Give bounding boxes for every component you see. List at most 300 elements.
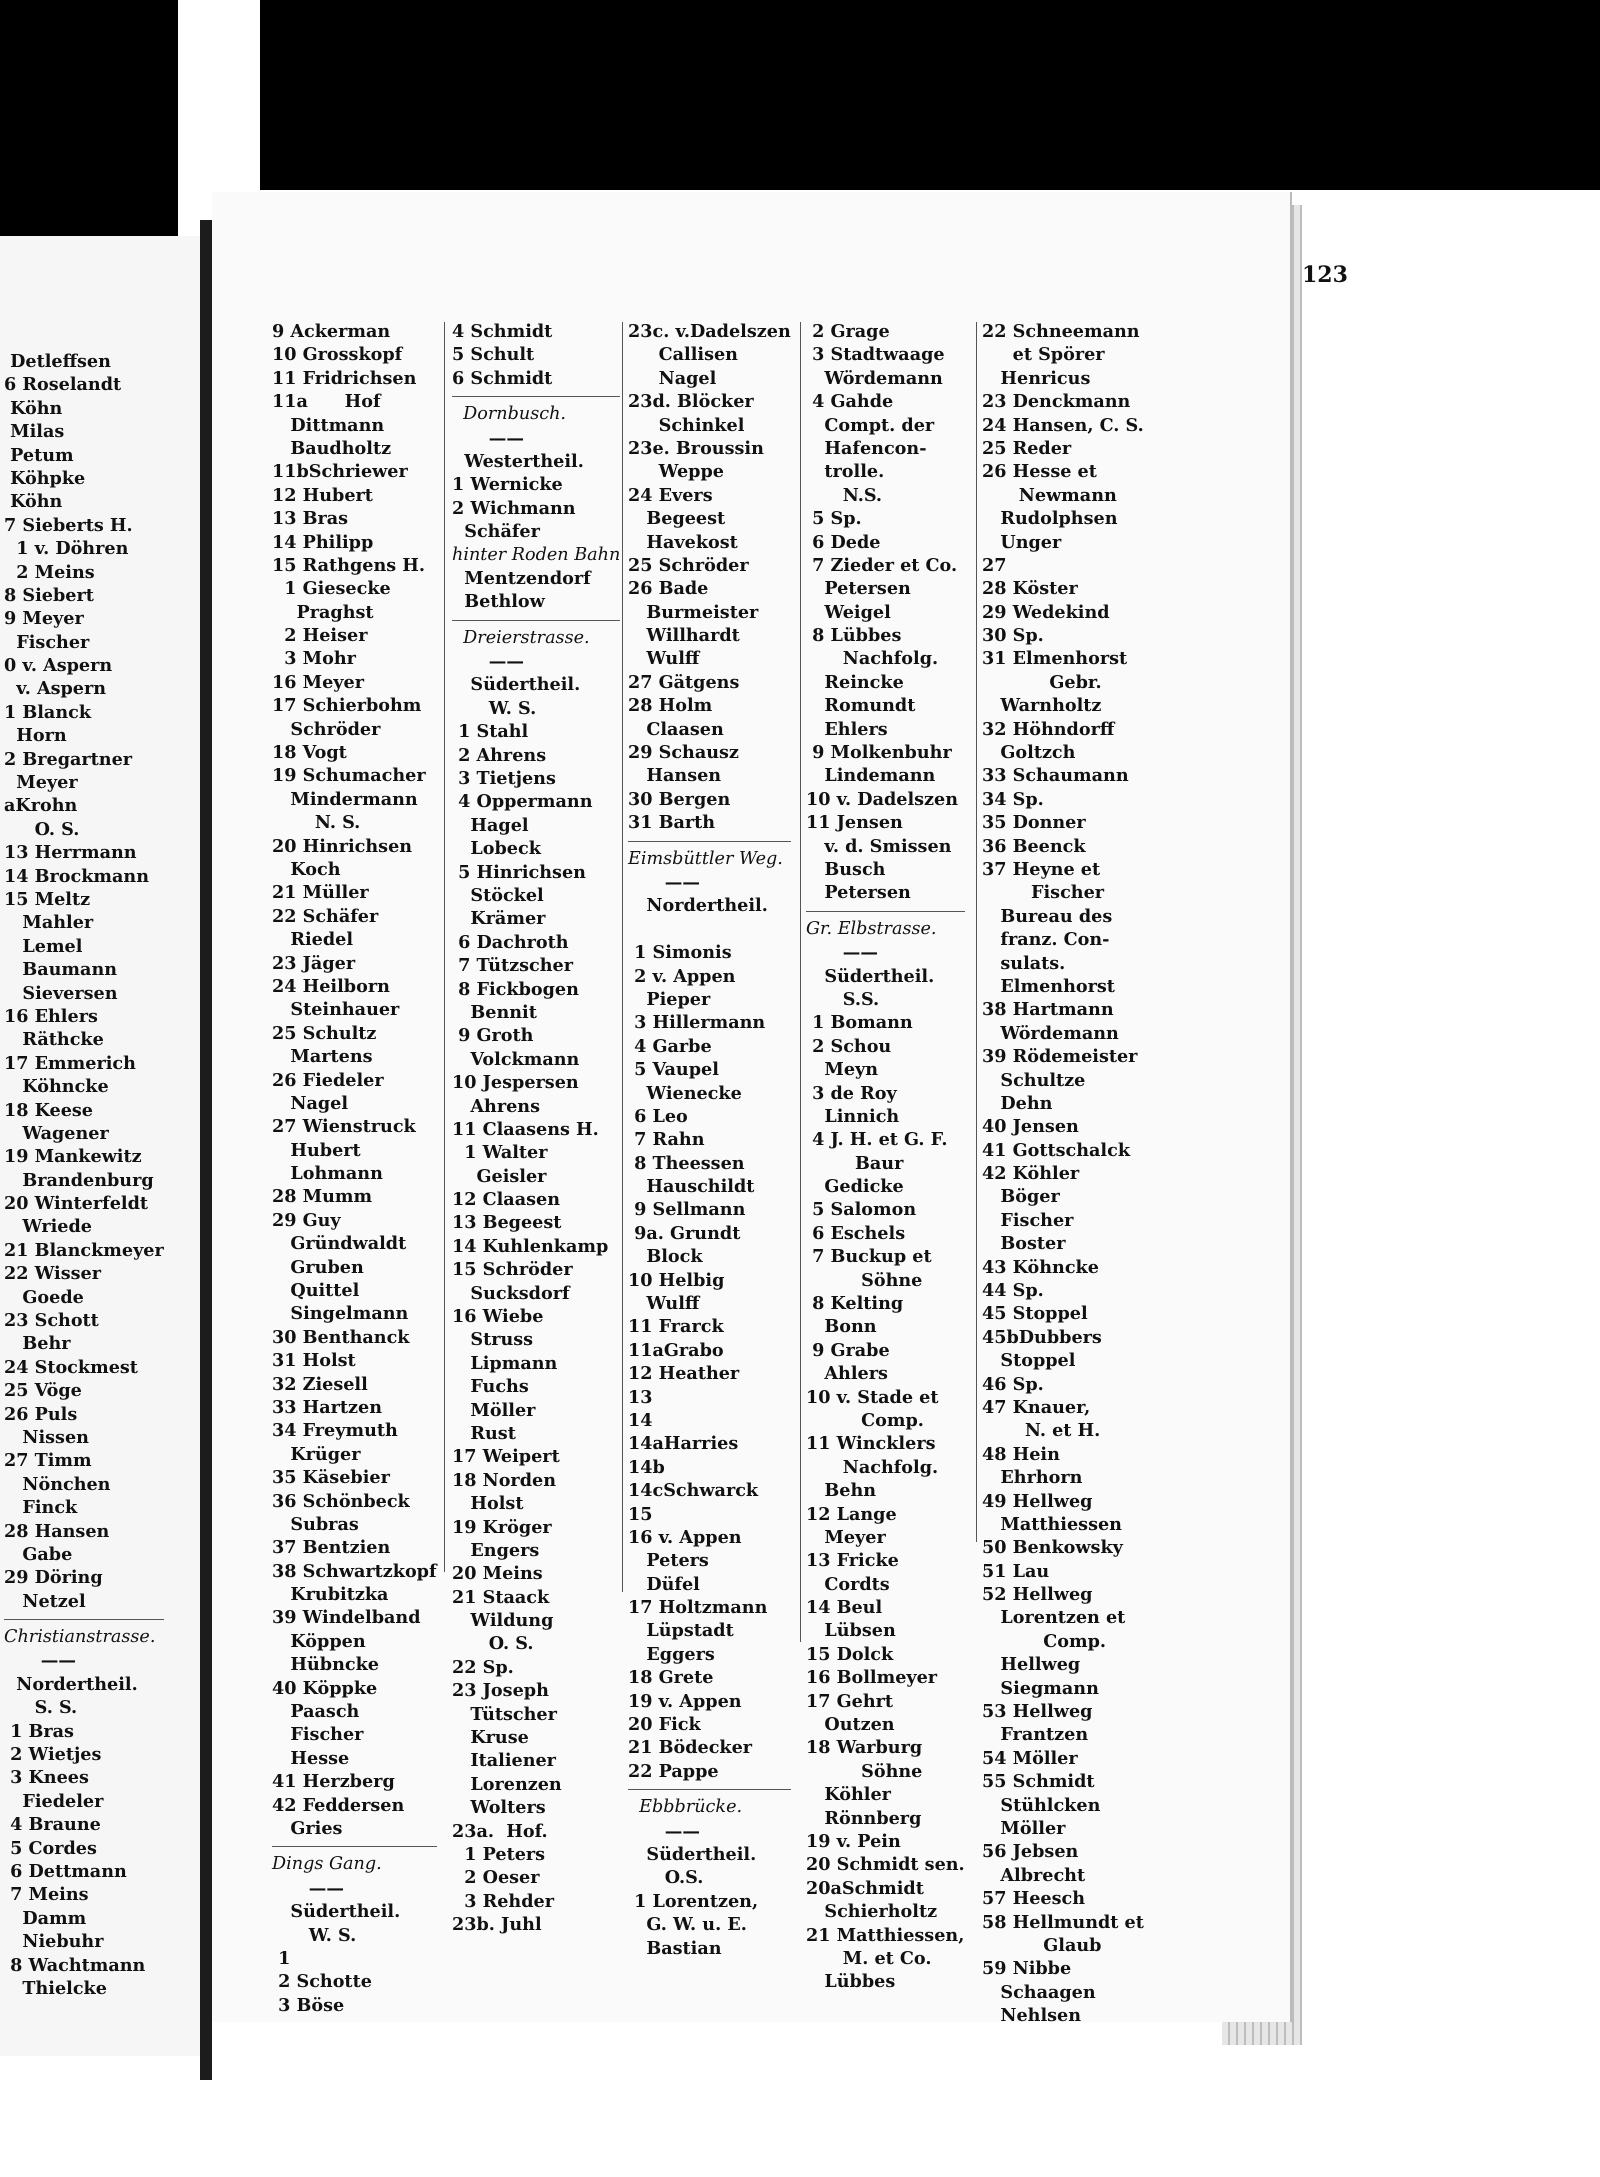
directory-entry: 36 Schönbeck	[272, 1490, 410, 1512]
directory-entry: Köhpke	[4, 467, 86, 489]
directory-entry: Nönchen	[4, 1473, 111, 1495]
directory-entry: 3 Stadtwaage	[806, 344, 945, 366]
directory-entry: Lipmann	[452, 1352, 558, 1374]
directory-entry: Südertheil.	[452, 674, 581, 696]
directory-entry: 2 Wietjes	[4, 1744, 102, 1766]
directory-entry: 22 Schäfer	[272, 905, 379, 927]
directory-entry: 24 Heilborn	[272, 975, 390, 997]
directory-entry: 21 Staack	[452, 1586, 550, 1608]
directory-entry: Krüger	[272, 1443, 361, 1465]
book-spine	[200, 220, 212, 2080]
directory-entry: Ehrhorn	[982, 1467, 1083, 1489]
directory-entry: Wildung	[452, 1610, 554, 1632]
directory-entry: 19 Mankewitz	[4, 1146, 142, 1168]
directory-entry: Eggers	[628, 1643, 715, 1665]
directory-entry: 50 Benkowsky	[982, 1537, 1123, 1559]
directory-entry: 38 Hartmann	[982, 999, 1114, 1021]
directory-entry: 29 Döring	[4, 1567, 103, 1589]
directory-entry: 28 Holm	[628, 695, 713, 717]
directory-entry: Willhardt	[628, 625, 740, 647]
directory-entry: Schröder	[272, 718, 381, 740]
directory-entry: 16 Ehlers	[4, 1005, 98, 1027]
directory-entry: Nagel	[272, 1092, 349, 1114]
directory-entry: 11 Jensen	[806, 812, 903, 834]
scan-border-top-left	[0, 0, 178, 236]
directory-entry: Meyn	[806, 1059, 879, 1081]
directory-entry: 9 Grabe	[806, 1339, 890, 1361]
directory-entry: 14	[628, 1409, 653, 1431]
directory-entry: 8 Kelting	[806, 1293, 904, 1315]
street-heading: Eimsbüttler Weg.	[628, 848, 783, 869]
directory-entry: 11 Claasens H.	[452, 1118, 599, 1140]
directory-entry: Gebr.	[982, 671, 1102, 693]
directory-entry: Koch	[272, 858, 341, 880]
directory-entry: Köhn	[4, 491, 63, 513]
directory-entry: Wolters	[452, 1797, 546, 1819]
directory-entry: Reincke	[806, 671, 904, 693]
directory-entry: 23e. Broussin	[628, 437, 764, 459]
directory-entry: Fiedeler	[4, 1790, 104, 1812]
directory-entry: Schultze	[982, 1069, 1086, 1091]
directory-entry: Schaagen	[982, 1981, 1096, 2003]
directory-entry: 7 Zieder et Co.	[806, 554, 958, 576]
directory-entry: Tütscher	[452, 1703, 557, 1725]
directory-entry: 23 Jäger	[272, 952, 356, 974]
directory-entry: 27 Wienstruck	[272, 1116, 416, 1138]
directory-entry: ——	[452, 427, 524, 449]
directory-entry: ——	[272, 1877, 344, 1899]
directory-entry: 11 Frarck	[628, 1316, 724, 1338]
directory-entry: Gründwaldt	[272, 1233, 407, 1255]
directory-entry: Horn	[4, 725, 67, 747]
directory-entry: Südertheil.	[628, 1844, 757, 1865]
directory-entry: 8 Lübbes	[806, 625, 902, 647]
directory-entry: Mentzendorf	[452, 567, 591, 589]
directory-entry: 18 Grete	[628, 1667, 714, 1689]
directory-entry: Schäfer	[452, 521, 540, 543]
directory-entry: 53 Hellweg	[982, 1701, 1093, 1723]
directory-entry: 5 Cordes	[4, 1837, 97, 1859]
directory-entry: Lobeck	[452, 838, 541, 860]
directory-entry: Havekost	[628, 531, 738, 553]
directory-entry: 1 Peters	[452, 1844, 546, 1865]
directory-entry: Wienecke	[628, 1082, 742, 1104]
directory-entry: Romundt	[806, 695, 916, 717]
directory-entry: 20 Winterfeldt	[4, 1193, 148, 1215]
directory-entry: Baumann	[4, 959, 118, 981]
directory-entry: 16 Wiebe	[452, 1306, 544, 1328]
directory-entry: Gries	[272, 1818, 343, 1839]
directory-entry: M. et Co.	[806, 1947, 932, 1969]
directory-entry: 16 v. Appen	[628, 1526, 742, 1548]
directory-entry: v. d. Smissen	[806, 835, 952, 857]
directory-entry: Finck	[4, 1497, 78, 1519]
directory-entry: 1 Giesecke	[272, 578, 391, 600]
directory-entry: 32 Ziesell	[272, 1373, 368, 1395]
directory-entry: 27 Gätgens	[628, 671, 740, 693]
directory-entry: 9 Ackerman	[272, 321, 391, 342]
directory-entry: 8 Fickbogen	[452, 978, 579, 1000]
directory-entry: Köhn	[4, 397, 63, 419]
column-divider	[622, 322, 623, 1592]
directory-entry: ——	[452, 651, 524, 673]
section-rule	[272, 1846, 437, 1847]
directory-entry: Köppen	[272, 1630, 366, 1652]
directory-entry: 43 Köhncke	[982, 1256, 1099, 1278]
directory-entry: 16 Meyer	[272, 671, 364, 693]
directory-entry: 9a. Grundt	[628, 1222, 741, 1244]
directory-entry: 28 Köster	[982, 578, 1078, 600]
directory-entry: Rudolphsen	[982, 508, 1118, 530]
directory-entry: Räthcke	[4, 1029, 104, 1051]
directory-entry: 13	[628, 1386, 653, 1408]
directory-entry: 3 Böse	[272, 1994, 345, 2016]
directory-entry: Wulff	[628, 648, 700, 670]
directory-entry: 9 Sellmann	[628, 1199, 746, 1221]
directory-entry: Ehlers	[806, 718, 888, 740]
directory-entry: 15 Schröder	[452, 1259, 573, 1281]
directory-entry: 26 Hesse et	[982, 461, 1097, 483]
directory-entry: 19 Schumacher	[272, 765, 426, 787]
directory-entry: 1 Simonis	[628, 942, 732, 964]
directory-entry: Nehlsen	[982, 2005, 1082, 2027]
directory-entry: Lübsen	[806, 1620, 896, 1642]
directory-entry: 5 Vaupel	[628, 1059, 719, 1081]
directory-entry: Holst	[452, 1493, 524, 1515]
directory-entry: 3 de Roy	[806, 1082, 897, 1104]
directory-entry: Albrecht	[982, 1864, 1086, 1886]
section-rule	[452, 620, 620, 621]
directory-entry: 29 Wedekind	[982, 601, 1110, 623]
directory-entry: 18 Vogt	[272, 742, 347, 764]
directory-entry: ——	[628, 1820, 700, 1842]
directory-entry: 1 Lorentzen,	[628, 1890, 759, 1912]
directory-entry: Krämer	[452, 908, 546, 930]
directory-entry: Callisen	[628, 344, 738, 366]
directory-entry: N.S.	[806, 484, 883, 506]
directory-entry: 55 Schmidt	[982, 1771, 1095, 1793]
directory-entry: 37 Heyne et	[982, 858, 1101, 880]
directory-entry: 23b. Juhl	[452, 1914, 542, 1936]
directory-entry: 2 Bregartner	[4, 748, 133, 770]
directory-entry: Hansen	[628, 765, 722, 787]
directory-entry: Baudholtz	[272, 437, 392, 459]
directory-entry: 0 v. Aspern	[4, 655, 113, 677]
directory-entry: Bastian	[628, 1937, 722, 1959]
directory-entry: 2 v. Appen	[628, 965, 736, 987]
directory-entry: 20 Schmidt sen.	[806, 1854, 965, 1876]
directory-entry: 40 Jensen	[982, 1116, 1079, 1138]
directory-entry: 10 Jespersen	[452, 1072, 579, 1094]
directory-entry: Engers	[452, 1539, 540, 1561]
directory-entry: 45 Stoppel	[982, 1303, 1088, 1325]
directory-entry: ——	[806, 942, 878, 964]
directory-entry: Westertheil.	[452, 450, 584, 472]
directory-entry: 13 Bras	[272, 508, 349, 530]
directory-entry: 1 Blanck	[4, 701, 92, 723]
directory-entry: Rönnberg	[806, 1807, 922, 1829]
directory-entry: Riedel	[272, 929, 354, 951]
directory-entry: Sucksdorf	[452, 1282, 570, 1304]
directory-entry: Comp.	[806, 1409, 924, 1431]
directory-entry: ——	[4, 1650, 76, 1672]
directory-entry: Stoppel	[982, 1350, 1076, 1372]
directory-entry: O. S.	[452, 1633, 534, 1655]
directory-entry: Thielcke	[4, 1977, 107, 1999]
directory-entry: 20 Hinrichsen	[272, 835, 413, 857]
directory-entry: Dehn	[982, 1092, 1053, 1114]
directory-entry: 42 Köhler	[982, 1163, 1080, 1185]
directory-entry: Baur	[806, 1152, 904, 1174]
directory-entry: Nordertheil.	[628, 895, 768, 917]
directory-entry: 11a Hof	[272, 391, 381, 413]
directory-entry: Bennit	[452, 1001, 537, 1023]
directory-entry: 14b	[628, 1456, 665, 1478]
directory-entry: 23a. Hof.	[452, 1820, 548, 1842]
street-heading: Gr. Elbstrasse.	[806, 918, 937, 939]
directory-entry: 5 Sp.	[806, 508, 862, 530]
directory-entry: 29 Guy	[272, 1209, 341, 1231]
directory-entry: Köhncke	[4, 1076, 109, 1098]
directory-entry: 2 Schotte	[272, 1971, 372, 1993]
directory-entry: Köhler	[806, 1784, 891, 1806]
directory-entry: 57 Heesch	[982, 1888, 1086, 1910]
street-heading: Dreierstrasse.	[452, 627, 590, 648]
directory-entry: N. et H.	[982, 1420, 1101, 1442]
directory-entry: 18 Keese	[4, 1099, 93, 1121]
directory-entry: Matthiessen	[982, 1513, 1122, 1535]
street-heading: Dornbusch.	[452, 404, 567, 425]
directory-entry: Südertheil.	[806, 965, 935, 987]
directory-entry: 20aSchmidt	[806, 1877, 924, 1899]
directory-entry: Niebuhr	[4, 1931, 104, 1953]
directory-entry: Meyer	[4, 772, 78, 794]
directory-entry: 23d. Blöcker	[628, 391, 754, 413]
directory-entry: 23 Schott	[4, 1310, 99, 1332]
street-heading: Christianstrasse.	[4, 1627, 156, 1648]
directory-entry: 12 Hubert	[272, 484, 373, 506]
directory-entry: 10 Grosskopf	[272, 344, 403, 366]
directory-entry: W. S.	[272, 1924, 357, 1946]
directory-entry: 32 Höhndorff	[982, 718, 1115, 740]
directory-entry: 19 v. Pein	[806, 1831, 901, 1852]
directory-entry: 23 Denckmann	[982, 391, 1131, 413]
directory-entry: 30 Benthanck	[272, 1326, 410, 1348]
directory-entry: 17 Gehrt	[806, 1690, 894, 1712]
directory-entry: 21 Bödecker	[628, 1737, 753, 1759]
directory-entry: 4 Gahde	[806, 391, 894, 413]
directory-entry: Praghst	[272, 601, 374, 623]
directory-entry: Fischer	[982, 1209, 1074, 1231]
directory-entry: 11 Fridrichsen	[272, 367, 417, 389]
directory-entry: 2 Grage	[806, 321, 890, 342]
directory-entry: 51 Lau	[982, 1560, 1050, 1582]
directory-entry: G. W. u. E.	[628, 1914, 747, 1936]
directory-entry: Lübbes	[806, 1971, 896, 1993]
directory-entry: Wriede	[4, 1216, 92, 1238]
directory-entry: 41 Gottschalck	[982, 1139, 1131, 1161]
directory-entry: Weigel	[806, 601, 891, 623]
directory-entry: 3 Rehder	[452, 1890, 554, 1912]
directory-entry: 3 Hillermann	[628, 1012, 766, 1034]
directory-entry: 1 Bras	[4, 1720, 74, 1742]
directory-entry: Comp.	[982, 1630, 1107, 1652]
directory-entry: Hübncke	[272, 1654, 379, 1676]
directory-entry: 1 Wernicke	[452, 474, 563, 496]
directory-entry: 39 Windelband	[272, 1607, 421, 1629]
street-heading: Dings Gang.	[272, 1854, 382, 1875]
directory-entry: 21 Blanckmeyer	[4, 1239, 164, 1261]
directory-entry: trolle.	[806, 461, 885, 483]
directory-entry: Hauschildt	[628, 1176, 755, 1198]
directory-entry: 8 Theessen	[628, 1152, 745, 1174]
directory-entry: N. S.	[272, 812, 361, 834]
directory-entry: Lorenzen	[452, 1773, 562, 1795]
directory-entry: Petersen	[806, 578, 911, 600]
directory-entry: 33 Hartzen	[272, 1396, 383, 1418]
directory-entry: 19 v. Appen	[628, 1690, 742, 1712]
directory-entry: 20 Meins	[452, 1563, 543, 1585]
directory-entry: Siegmann	[982, 1677, 1099, 1699]
directory-entry: Stühlcken	[982, 1794, 1101, 1816]
directory-entry: 1 Stahl	[452, 721, 529, 743]
directory-entry: Struss	[452, 1329, 534, 1351]
street-heading: Ebbbrücke.	[628, 1797, 743, 1818]
right-page	[212, 192, 1348, 2027]
directory-entry: 4 Schmidt	[452, 321, 553, 342]
directory-entry: 15 Rathgens H.	[272, 554, 426, 576]
directory-entry: 2 Oeser	[452, 1867, 540, 1889]
directory-entry: Wagener	[4, 1122, 109, 1144]
column-divider	[976, 322, 977, 1542]
section-rule	[628, 1789, 791, 1790]
directory-entry: 12 Lange	[806, 1503, 897, 1525]
directory-entry: 26 Fiedeler	[272, 1069, 384, 1091]
directory-entry: Hesse	[272, 1747, 350, 1769]
directory-entry: Lindemann	[806, 765, 936, 787]
directory-entry: Möller	[982, 1818, 1066, 1839]
directory-entry: 17 Schierbohm	[272, 695, 422, 717]
directory-entry: Linnich	[806, 1105, 900, 1127]
directory-entry: 2 Wichmann	[452, 497, 576, 519]
directory-entry: Ahlers	[806, 1363, 888, 1385]
directory-entry: 59 Nibbe	[982, 1958, 1072, 1980]
directory-entry: Nissen	[4, 1426, 89, 1448]
directory-entry: 14 Philipp	[272, 531, 374, 553]
directory-entry: 9 Molkenbuhr	[806, 742, 952, 764]
directory-entry: Claasen	[628, 718, 724, 740]
directory-entry: Compt. der	[806, 414, 935, 436]
directory-entry: 26 Bade	[628, 578, 709, 600]
directory-entry: 17 Weipert	[452, 1446, 560, 1468]
directory-entry: Elmenhorst	[982, 975, 1115, 997]
directory-entry: Frantzen	[982, 1724, 1089, 1746]
directory-entry: Sieversen	[4, 982, 118, 1004]
directory-entry: Damm	[4, 1907, 87, 1929]
directory-entry: Bureau des	[982, 905, 1113, 927]
directory-entry: Burmeister	[628, 601, 759, 623]
directory-entry: Volckmann	[452, 1048, 580, 1070]
directory-entry: 1 Walter	[452, 1142, 548, 1164]
page-number: 123	[1302, 262, 1348, 288]
directory-entry: 6 Roselandt	[4, 374, 122, 396]
directory-entry: 17 Emmerich	[4, 1052, 136, 1074]
directory-entry: 23c. v.Dadelszen	[628, 321, 791, 342]
directory-entry: Behn	[806, 1480, 877, 1502]
directory-entry: 7 Buckup et	[806, 1246, 932, 1268]
directory-entry: Wulff	[628, 1293, 700, 1315]
directory-entry: Brandenburg	[4, 1169, 154, 1191]
directory-entry: Goede	[4, 1286, 84, 1308]
directory-entry: Kruse	[452, 1727, 529, 1749]
directory-entry: 8 Wachtmann	[4, 1954, 146, 1976]
directory-entry: Böger	[982, 1186, 1060, 1208]
directory-entry: Pieper	[628, 988, 711, 1010]
directory-entry: 41 Herzberg	[272, 1771, 395, 1793]
directory-entry: Quittel	[272, 1280, 360, 1302]
directory-entry: 10 v. Dadelszen	[806, 788, 959, 810]
directory-entry: Boster	[982, 1233, 1066, 1255]
directory-column-4	[806, 320, 965, 1994]
directory-entry: Unger	[982, 531, 1062, 553]
directory-entry: Mahler	[4, 912, 94, 934]
directory-entry: Lorentzen et	[982, 1607, 1126, 1629]
directory-entry: Petersen	[806, 882, 911, 904]
directory-entry: Newmann	[982, 484, 1117, 506]
directory-entry: Südertheil.	[272, 1901, 401, 1923]
directory-entry: 24 Stockmest	[4, 1356, 138, 1378]
directory-entry: Bonn	[806, 1316, 877, 1338]
directory-entry: 4 Garbe	[628, 1035, 712, 1057]
directory-entry: 7 Meins	[4, 1884, 89, 1906]
directory-entry: 22 Sp.	[452, 1656, 514, 1678]
directory-entry: Söhne	[806, 1760, 923, 1782]
directory-entry: franz. Con-	[982, 929, 1110, 951]
directory-entry: Behr	[4, 1333, 71, 1355]
directory-entry: 18 Norden	[452, 1469, 556, 1491]
directory-entry: 30 Bergen	[628, 788, 731, 810]
directory-entry: 5 Schult	[452, 344, 535, 366]
directory-entry: 13 Fricke	[806, 1550, 899, 1572]
scan-border-top-right	[260, 0, 1600, 190]
directory-entry: 24 Evers	[628, 484, 713, 506]
directory-entry: 36 Beenck	[982, 835, 1086, 857]
directory-entry: 7 Rahn	[628, 1129, 705, 1151]
directory-entry: Gabe	[4, 1543, 73, 1565]
directory-entry: 25 Schröder	[628, 554, 749, 576]
directory-entry: Krubitzka	[272, 1584, 389, 1606]
directory-entry: Begeest	[628, 508, 726, 530]
directory-entry: Paasch	[272, 1701, 360, 1723]
directory-entry: 35 Käsebier	[272, 1467, 390, 1489]
directory-entry: Italiener	[452, 1750, 556, 1772]
directory-entry: 6 Schmidt	[452, 367, 553, 389]
directory-entry: Schinkel	[628, 414, 745, 436]
directory-entry: O.S.	[628, 1867, 704, 1889]
directory-entry: 25 Reder	[982, 437, 1072, 459]
directory-entry: 1 Bomann	[806, 1012, 913, 1034]
directory-entry: Nachfolg.	[806, 648, 939, 670]
directory-entry: Hagel	[452, 814, 529, 836]
directory-entry: Mindermann	[272, 788, 418, 810]
directory-entry: 58 Hellmundt et	[982, 1911, 1144, 1933]
directory-entry: 47 Knauer,	[982, 1396, 1091, 1418]
directory-entry: 28 Hansen	[4, 1520, 110, 1542]
directory-column-5	[982, 320, 1144, 2028]
directory-entry: O. S.	[4, 818, 80, 840]
directory-entry: 37 Bentzien	[272, 1537, 391, 1559]
section-rule	[4, 1619, 164, 1620]
